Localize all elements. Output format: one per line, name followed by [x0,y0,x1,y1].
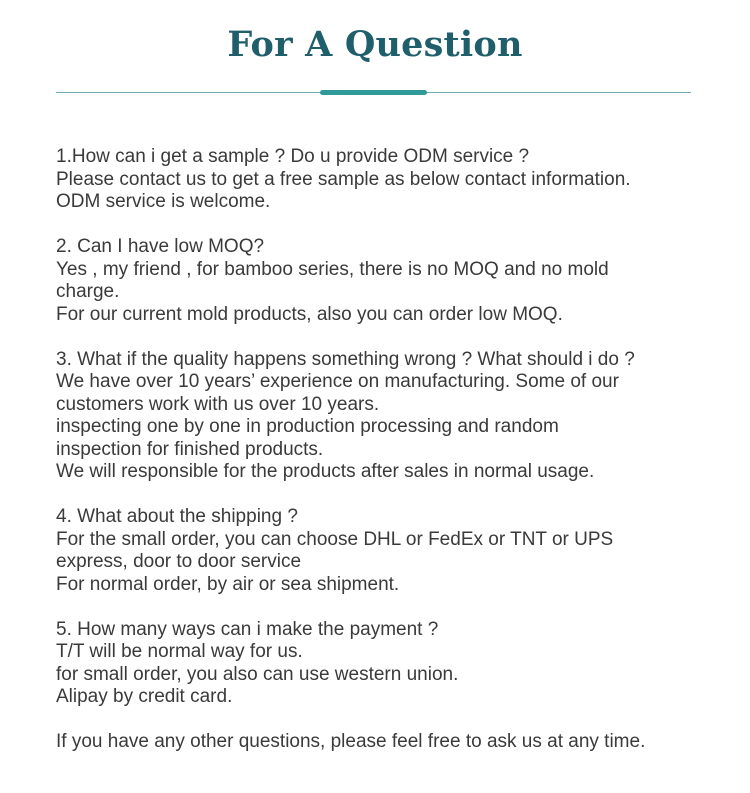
page-title: For A Question [227,24,523,65]
faq-answer-line: inspecting one by one in production processing and random [56,416,559,437]
faq-answer-line: For the small order, you can choose DHL or FedEx or TNT or UPS [56,528,614,550]
faq-question: 4. What about the shipping ? [56,506,298,527]
faq-item-shipping [56,506,726,596]
faq-answer-line: express, door to door service [56,551,302,572]
faq-answer-line: Alipay by credit card. [56,686,233,707]
faq-answer-line: For our current mold products, also you can order low MOQ. [56,303,563,325]
faq-answer-line: for small order, you also can use western union. [56,663,459,685]
faq-answer-line: customers work with us over 10 years. [56,393,380,415]
faq-answer-line: We have over 10 years’ experience on manufacturing. Some of our [56,371,619,392]
faq-question: 5. How many ways can i make the payment ? [56,618,439,640]
faq-answer-line: ODM service is welcome. [56,191,271,212]
faq-list [56,146,726,754]
title-divider-accent [320,90,427,95]
faq-answer-line: Yes , my friend , for bamboo series, there is no MOQ and no mold [56,258,609,280]
faq-item-payment [56,619,726,709]
faq-item-quality [56,349,726,484]
closing-note: If you have any other questions, please feel free to ask us at any time. [56,731,646,752]
faq-question: 1.How can i get a sample ? Do u provide ODM service ? [56,146,530,167]
faq-answer-line: We will responsible for the products after sales in normal usage. [56,461,595,482]
faq-question: 3. What if the quality happens something wrong ? What should i do ? [56,348,635,370]
faq-answer-line: T/T will be normal way for us. [56,641,303,662]
faq-answer-line: For normal order, by air or sea shipment. [56,573,400,595]
faq-answer-line: Please contact us to get a free sample as below contact information. [56,168,631,190]
faq-question: 2. Can I have low MOQ? [56,236,265,257]
faq-item-moq [56,236,726,326]
faq-answer-line: charge. [56,281,120,302]
faq-item-sample [56,146,726,214]
faq-answer-line: inspection for finished products. [56,438,324,460]
